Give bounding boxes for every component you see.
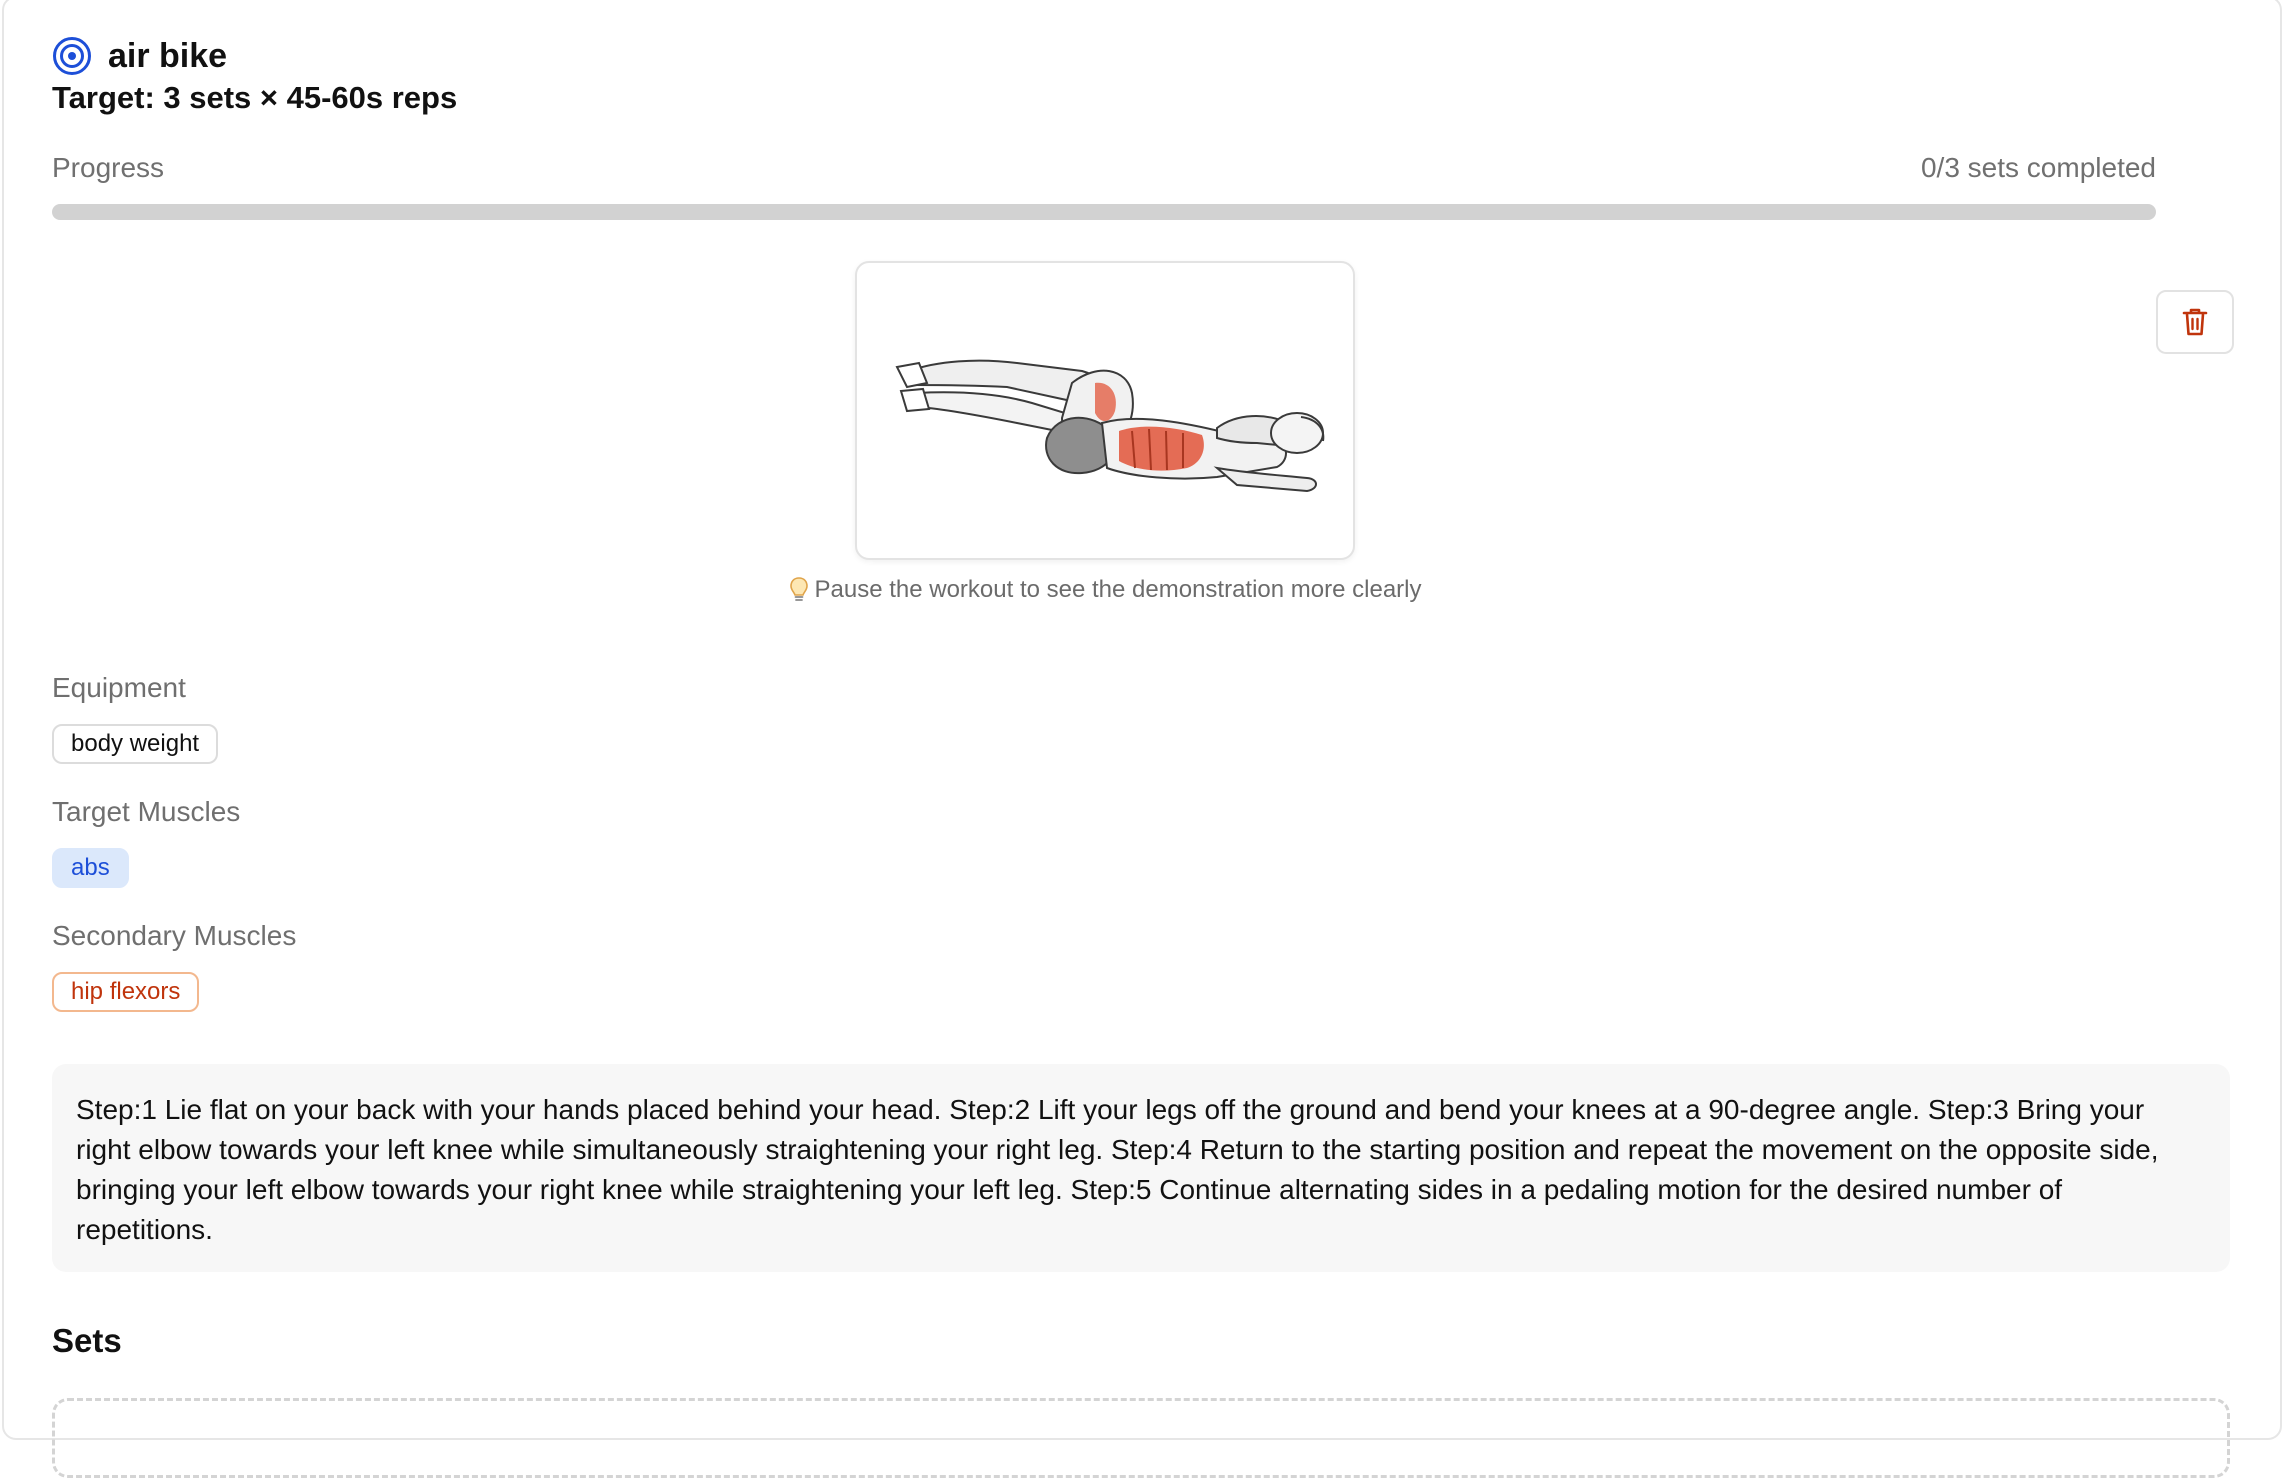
equipment-label: Equipment [52, 672, 186, 703]
progress-status: 0/3 sets completed [1920, 152, 2156, 183]
equipment-chip: body weight [52, 724, 218, 764]
exercise-header [52, 36, 227, 76]
demo-tip-text: Pause the workout to see the demonstration more clearly [814, 576, 1422, 603]
exercise-demo-image [855, 261, 1355, 560]
progress-bar [52, 204, 2156, 220]
sets-heading: Sets [52, 1322, 122, 1359]
target-icon [52, 36, 92, 76]
exercise-target: Target: 3 sets × 45-60s reps [52, 80, 458, 115]
exercise-title: air bike [108, 36, 228, 75]
trash-icon [2181, 306, 2209, 338]
demo-tip [0, 576, 2210, 611]
lightbulb-icon [789, 576, 809, 604]
air-bike-figure [857, 263, 1353, 558]
sets-list [52, 1398, 2230, 1478]
exercise-instructions: Step:1 Lie flat on your back with your hands placed behind your head. Step:2 Lift your legs off the ground and bend your knees at a 90-degree angle. Step:3 Bring your right elbow towards your left knee while simultaneously straightening your right leg. Step:4 Return to the starting position and repeat the movement on the opposite side, bringing your left elbow towards your right knee while straightening your left leg. Step:5 Continue alternating sides in a pedaling motion for the desired number of repetitions. [52, 1064, 2230, 1272]
target-muscles-label: Target Muscles [52, 796, 241, 827]
progress-label: Progress [52, 152, 165, 183]
target-muscle-chip: abs [52, 848, 129, 888]
secondary-muscle-chip: hip flexors [52, 972, 199, 1012]
secondary-muscles-label: Secondary Muscles [52, 920, 297, 951]
delete-exercise-button[interactable] [2156, 290, 2234, 354]
